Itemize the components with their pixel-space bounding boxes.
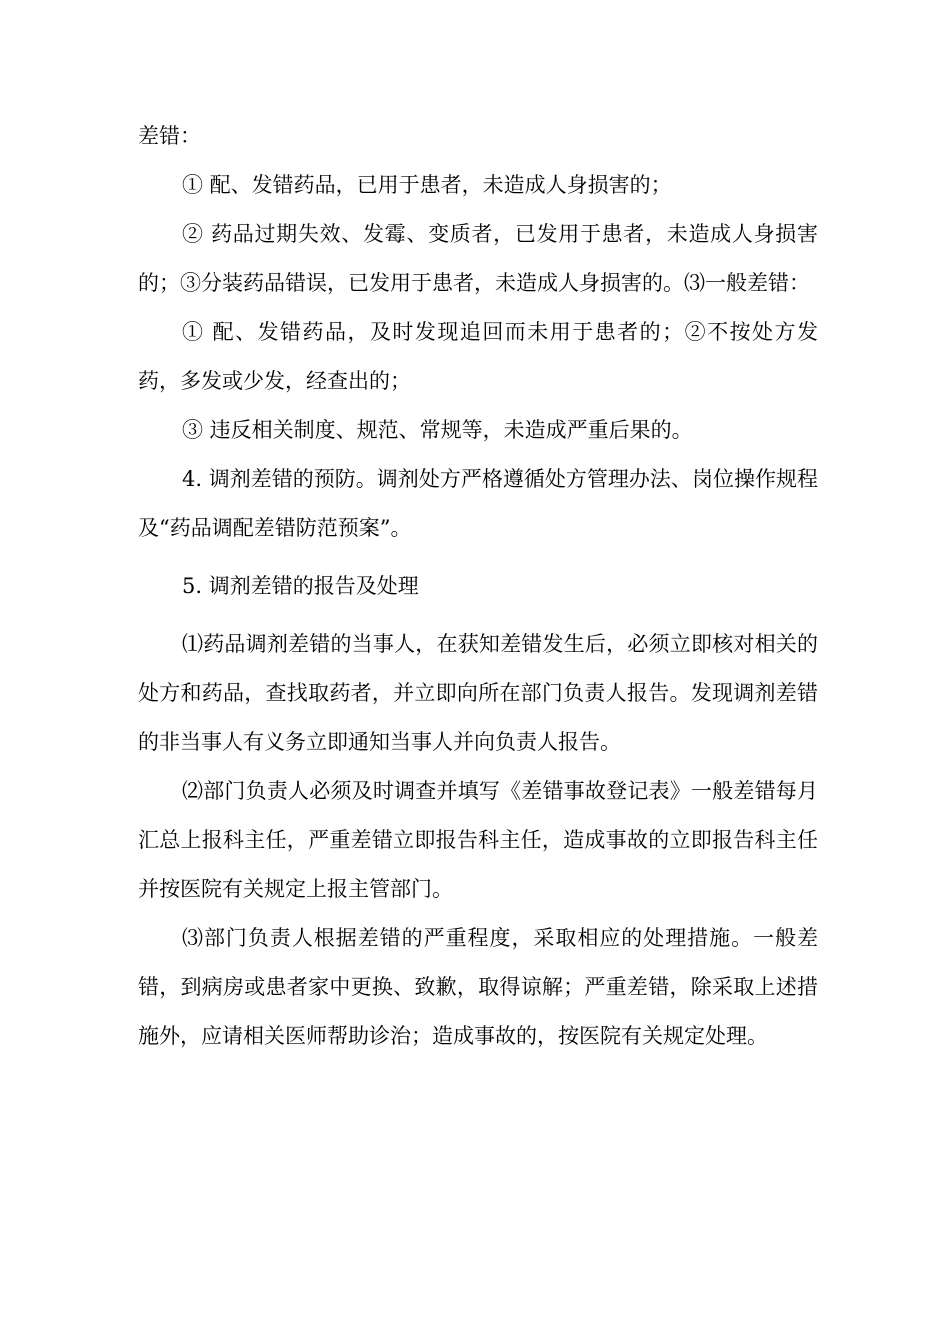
paragraph-item: ① 配、发错药品，已用于患者，未造成人身损害的； bbox=[182, 173, 672, 197]
paragraph-section-4: 4. 调剂差错的预防。调剂处方严格遵循处方管理办法、岗位操作规程及“药品调配差错防范预案”。 bbox=[138, 467, 818, 540]
section-heading-5: 5. 调剂差错的报告及处理 bbox=[182, 574, 419, 598]
paragraph-item: ② 药品过期失效、发霉、变质者，已发用于患者，未造成人身损害的；③分装药品错误，已发用于患者，未造成人身损害的。⑶一般差错： bbox=[138, 222, 818, 295]
paragraph-item: ① 配、发错药品，及时发现追回而未用于患者的；②不按处方发药，多发或少发，经查出的； bbox=[138, 320, 818, 393]
paragraph-heading-cont: 差错： bbox=[138, 124, 201, 148]
paragraph-item: ⑴药品调剂差错的当事人，在获知差错发生后，必须立即核对相关的处方和药品，查找取药者，并立即向所在部门负责人报告。发现调剂差错的非当事人有义务立即通知当事人并向负责人报告。 bbox=[138, 632, 818, 754]
paragraph-item: ⑵部门负责人必须及时调查并填写《差错事故登记表》一般差错每月汇总上报科主任，严重差错立即报告科主任，造成事故的立即报告科主任并按医院有关规定上报主管部门。 bbox=[138, 779, 818, 901]
paragraph-item: ⑶部门负责人根据差错的严重程度，采取相应的处理措施。一般差错，到病房或患者家中更换、致歉，取得谅解；严重差错，除采取上述措施外，应请相关医师帮助诊治；造成事故的，按医院有关规定处理。 bbox=[138, 926, 818, 1048]
document-body bbox=[138, 112, 818, 1061]
paragraph-item: ③ 违反相关制度、规范、常规等，未造成严重后果的。 bbox=[182, 418, 693, 442]
